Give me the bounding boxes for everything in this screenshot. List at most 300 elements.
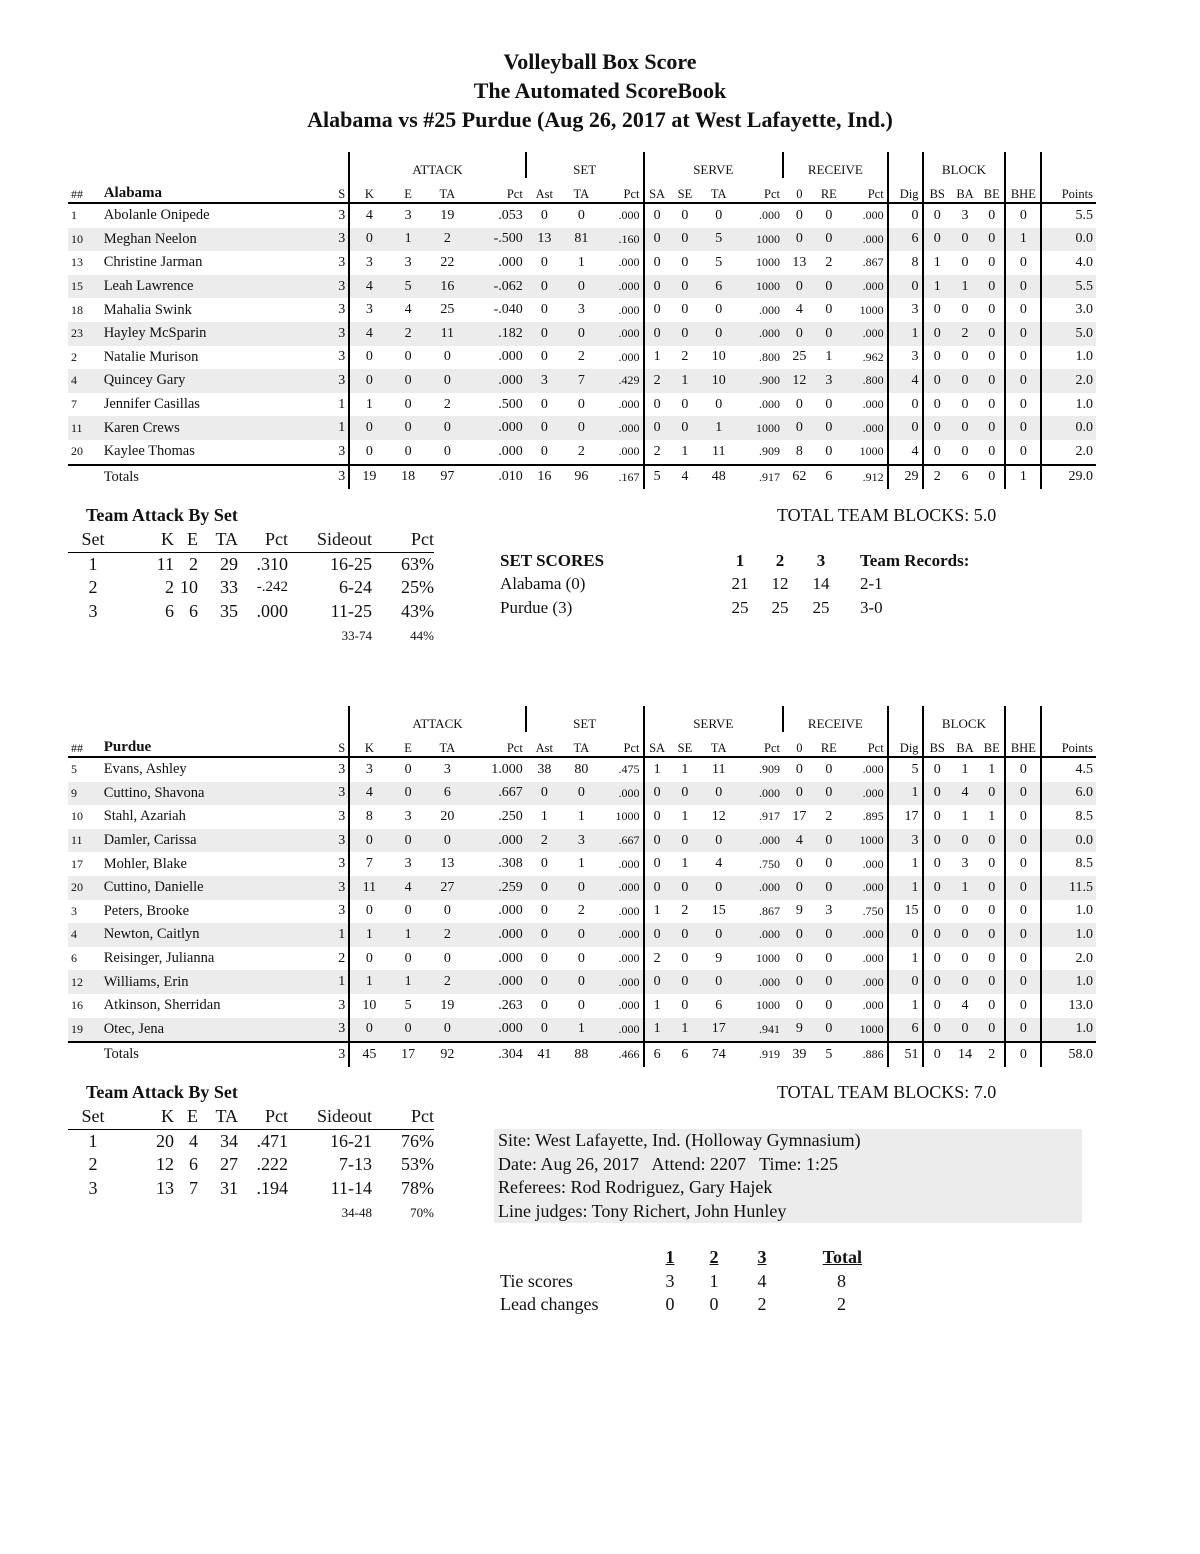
set-attack-row [68, 576, 434, 600]
col-header: Pct [842, 732, 888, 757]
col-header: Pct [600, 178, 644, 203]
stat-cell: 0 [388, 829, 427, 853]
jersey-number: 13 [71, 255, 83, 270]
stat-cell: 4 [951, 782, 979, 806]
stat-cell: 4.0 [1075, 254, 1093, 270]
team-label: Purdue (3) [500, 597, 573, 617]
stat-cell: 0 [365, 443, 373, 459]
dig-group-header [888, 706, 923, 732]
player-name: Totals [101, 1042, 334, 1067]
tie-row [500, 1293, 862, 1317]
stat-cell: .053 [498, 207, 523, 223]
stat-cell: 1.0 [1041, 923, 1096, 947]
stat-cell: 0 [349, 228, 388, 252]
stat-cell: 6 [951, 465, 979, 490]
stat-cell: 19 [440, 207, 455, 223]
stat-cell: 0 [526, 322, 563, 346]
stat-cell: 0 [1005, 900, 1041, 924]
stat-cell: 41 [526, 1042, 563, 1067]
stat-cell: 1 [388, 923, 427, 947]
stat-cell: 0 [700, 829, 737, 853]
stat-cell: 0 [783, 416, 816, 440]
stat-cell: 0 [700, 782, 737, 806]
stat-cell: 2 [681, 903, 689, 919]
stat-cell: .000 [498, 349, 523, 365]
stat-cell: 0 [961, 950, 969, 966]
stat-cell: 0 [923, 1042, 951, 1067]
col-header: K [132, 528, 174, 552]
player-name: Mohler, Blake [103, 855, 187, 872]
stat-cell: 0 [526, 970, 563, 994]
stat-cell: 4 [888, 440, 923, 465]
stat-cell: 13.0 [1068, 997, 1093, 1013]
player-row [68, 251, 1096, 275]
stat-cell: .000 [600, 900, 644, 924]
stat-cell: 0 [644, 876, 670, 900]
player-name: Cuttino, Danielle [101, 876, 334, 900]
stat-cell: 92 [428, 1042, 467, 1067]
col-header: TA [563, 178, 600, 203]
stat-cell: .800 [842, 369, 888, 393]
col-header: Ast [526, 178, 563, 203]
stat-cell: .000 [600, 1018, 644, 1043]
player-name: Reisinger, Julianna [103, 950, 215, 967]
set-attack-cell: .471 [256, 1130, 288, 1151]
col-header: Set [68, 528, 132, 552]
stat-cell: 5 [888, 757, 923, 782]
col-header: SE [670, 178, 701, 203]
stat-cell: .308 [498, 856, 523, 872]
col-header: E [388, 178, 427, 203]
stat-cell: 3 [577, 302, 585, 318]
stat-cell: 1000 [737, 228, 783, 252]
stat-cell: .000 [600, 346, 644, 370]
stat-cell: 0 [923, 228, 951, 252]
player-row [68, 757, 1096, 782]
stat-cell: 0 [526, 275, 563, 299]
col-header: SA [644, 178, 670, 203]
stat-cell: .000 [600, 440, 644, 465]
stat-cell: 1 [681, 443, 689, 459]
stat-cell: 25 [792, 349, 807, 365]
stat-cell: 2 [923, 465, 951, 490]
stat-cell: .304 [467, 1042, 526, 1067]
stat-cell: 1 [388, 228, 427, 252]
stat-cell: 11.5 [1041, 876, 1096, 900]
tie-value: 8 [837, 1270, 846, 1291]
stat-cell: 0 [388, 782, 427, 806]
stat-cell: .000 [600, 393, 644, 417]
stat-cell: 11 [428, 322, 467, 346]
stat-cell: 2.0 [1041, 369, 1096, 393]
stat-cell: 1.0 [1041, 1018, 1096, 1043]
stat-cell: 0 [540, 856, 548, 872]
stat-cell: 3 [365, 254, 373, 270]
stat-cell: 0 [700, 970, 737, 994]
player-row [68, 994, 1096, 1018]
tie-value: 0 [665, 1294, 675, 1315]
stat-cell: 29.0 [1041, 465, 1096, 490]
tie-col-header: 3 [757, 1247, 767, 1268]
stat-cell: 1 [923, 275, 951, 299]
col-header: TA [700, 732, 737, 757]
col-header: Pct [600, 732, 644, 757]
stat-cell: 14 [951, 1042, 979, 1067]
stat-cell: 3 [443, 761, 451, 777]
stat-cell: .000 [842, 876, 888, 900]
stat-cell: .000 [842, 923, 888, 947]
col-header: BE [979, 178, 1005, 203]
stat-cell: .912 [842, 465, 888, 490]
stat-cell: 5 [816, 1042, 842, 1067]
set-attack-cell: 25% [401, 577, 434, 598]
set-number: 3 [816, 550, 826, 570]
stat-cell: .000 [737, 829, 783, 853]
stat-cell: 7 [365, 856, 373, 872]
total-sideout: 33-74 [341, 628, 372, 644]
stat-cell: 1 [825, 349, 833, 365]
stat-cell: 1 [349, 923, 388, 947]
stat-cell: 1 [888, 322, 923, 346]
stat-cell: 0 [951, 829, 979, 853]
stat-cell: 0 [644, 275, 670, 299]
stat-cell: .000 [600, 203, 644, 228]
stat-cell: 0 [825, 396, 833, 412]
col-header: Sideout [288, 528, 372, 552]
stat-cell: 1 [577, 254, 585, 270]
stat-cell: 0 [795, 856, 803, 872]
stat-cell: 3 [334, 298, 349, 322]
stat-cell: 0 [816, 228, 842, 252]
stat-cell: 0 [816, 322, 842, 346]
stat-cell: .917 [759, 809, 781, 824]
stat-cell: 3 [888, 298, 923, 322]
dig-group-header [888, 152, 923, 178]
stat-cell: 2 [577, 903, 585, 919]
tie-row [500, 1270, 862, 1294]
stat-cell: 2 [443, 396, 451, 412]
stat-cell: 2 [653, 950, 661, 966]
blank-cell [132, 1200, 174, 1226]
col-header: RE [816, 178, 842, 203]
stat-cell: .667 [600, 829, 644, 853]
stat-cell: 2 [979, 1042, 1005, 1067]
stat-cell: 1.0 [1041, 970, 1096, 994]
jersey-number: 11 [68, 829, 101, 853]
stat-cell: .000 [759, 302, 781, 317]
set-score-row [500, 596, 972, 620]
stat-cell: 2 [428, 228, 467, 252]
set-score: 25 [812, 597, 830, 617]
stat-cell: 4.5 [1075, 761, 1093, 777]
stat-cell: 0 [349, 829, 388, 853]
col-header: K [132, 1105, 174, 1129]
col-header: TA [700, 178, 737, 203]
stat-cell: 1 [365, 396, 373, 412]
col-header: Pct [737, 178, 783, 203]
stat-cell: 0 [825, 997, 833, 1013]
stat-cell: 0 [961, 302, 969, 318]
stat-cell: 1000 [600, 805, 644, 829]
stat-cell: 0 [404, 903, 412, 919]
stat-cell: 1 [933, 254, 941, 270]
stat-cell: .000 [600, 275, 644, 299]
set-attack-cell: 16-21 [330, 1130, 372, 1151]
stat-cell: 0 [933, 761, 941, 777]
blank-cell [174, 623, 198, 649]
set-attack-cell: 76% [401, 1130, 434, 1151]
stat-cell: 0 [428, 369, 467, 393]
stat-cell: 4 [783, 829, 816, 853]
stat-cell: 0.0 [1041, 829, 1096, 853]
alabama-attack-by-set [68, 528, 434, 649]
stat-cell: 1 [644, 1018, 670, 1043]
stat-cell: 1.0 [1075, 349, 1093, 365]
stat-cell: 0 [961, 349, 969, 365]
stat-cell: 0 [428, 1018, 467, 1043]
stat-cell: 0 [979, 369, 1005, 393]
set-attack-cell: 3 [88, 601, 98, 622]
col-header: Sideout [288, 1105, 372, 1129]
stat-cell: 4 [349, 782, 388, 806]
stat-cell: 3 [334, 805, 349, 829]
stat-cell: 0 [349, 1018, 388, 1043]
blank-cell [198, 623, 238, 649]
set-attack-row [68, 552, 434, 576]
stat-cell: 0 [933, 856, 941, 872]
stat-cell: 0 [979, 346, 1005, 370]
blank-cell [174, 1200, 198, 1226]
stat-cell: 3 [334, 203, 349, 228]
player-row [68, 322, 1096, 346]
total-sideout: 34-48 [341, 1205, 372, 1221]
stat-cell: 0 [783, 970, 816, 994]
stat-cell: 0 [923, 369, 951, 393]
stat-cell: 4 [404, 302, 412, 318]
tie-header [500, 1246, 862, 1270]
stat-cell: .000 [600, 923, 644, 947]
stat-cell: 0 [715, 302, 723, 318]
col-header: Dig [888, 732, 923, 757]
stat-cell: 0 [979, 970, 1005, 994]
set-attack-cell: 31 [220, 1178, 238, 1199]
stat-cell: 0 [644, 829, 670, 853]
stat-cell: 1 [563, 1018, 600, 1043]
stat-cell: 0 [923, 970, 951, 994]
stat-cell: 0 [540, 302, 548, 318]
stat-cell: 19 [349, 465, 388, 490]
stat-cell: .667 [467, 782, 526, 806]
stat-cell: 0 [951, 416, 979, 440]
col-header: BA [951, 732, 979, 757]
stat-cell: 0 [540, 903, 548, 919]
set-attack-cell: 6 [189, 601, 198, 622]
stat-cell: 0 [979, 1018, 1005, 1043]
stat-cell: 0 [979, 900, 1005, 924]
column-header-row [68, 732, 1096, 757]
stat-cell: 0 [388, 416, 427, 440]
stat-cell: 0 [979, 228, 1005, 252]
jersey-number: 20 [71, 444, 83, 459]
stat-cell: 0 [979, 829, 1005, 853]
stat-cell: 0.0 [1041, 228, 1096, 252]
spacer-header [68, 706, 349, 732]
col-header: Pct [238, 528, 288, 552]
set-attack-cell: 6 [189, 1154, 198, 1175]
attack-by-set-footer [68, 623, 434, 649]
points-group-header [1041, 152, 1096, 178]
stat-cell: 4 [388, 876, 427, 900]
stat-cell: 0 [951, 923, 979, 947]
set-attack-cell: 20 [156, 1130, 174, 1151]
set-attack-cell: .310 [256, 553, 288, 574]
set-number: 1 [735, 550, 745, 570]
stat-cell: 0 [670, 829, 701, 853]
stat-cell: .909 [759, 762, 781, 777]
stat-cell: 10 [700, 369, 737, 393]
stat-cell: 3 [334, 251, 349, 275]
team-record: 3-0 [860, 597, 883, 617]
player-name: Mahalia Swink [103, 301, 192, 318]
stat-cell: 2 [951, 322, 979, 346]
stat-cell: 2.0 [1075, 950, 1093, 966]
stat-cell: 0 [540, 443, 548, 459]
set-score-row [500, 573, 972, 597]
stat-cell: 1 [334, 923, 349, 947]
player-row [68, 876, 1096, 900]
stat-cell: 8.5 [1075, 808, 1093, 824]
stat-cell: 0 [443, 349, 451, 365]
stat-cell: 0 [933, 349, 941, 365]
stat-cell: 0 [979, 298, 1005, 322]
stat-cell: .917 [737, 465, 783, 490]
stat-cell: 0 [563, 923, 600, 947]
stat-cell: 2 [428, 970, 467, 994]
col-header: E [388, 732, 427, 757]
col-header: E [174, 528, 198, 552]
stat-cell: .000 [842, 947, 888, 971]
stat-cell: .429 [600, 369, 644, 393]
stat-cell: .000 [600, 876, 644, 900]
stat-cell: .263 [498, 997, 523, 1013]
stat-cell: 10 [711, 349, 726, 365]
stat-cell: 0 [1005, 393, 1041, 417]
col-header: BE [979, 732, 1005, 757]
col-header: Pct [372, 1105, 434, 1129]
set-score: 14 [812, 574, 830, 594]
stat-cell: 10 [362, 997, 377, 1013]
stat-cell: 0 [404, 349, 412, 365]
alabama-attack-by-set-title: Team Attack By Set [86, 505, 238, 525]
stat-cell: 0 [923, 782, 951, 806]
doc-title: Volleyball Box Score [503, 49, 697, 74]
stat-cell: .000 [600, 994, 644, 1018]
stat-cell: 0 [816, 829, 842, 853]
tie-value: 2 [757, 1294, 767, 1315]
stat-cell: 0 [888, 416, 923, 440]
col-header: TA [428, 732, 467, 757]
player-row [68, 275, 1096, 299]
stat-cell: 1 [334, 393, 349, 417]
stat-cell: 0 [1005, 994, 1041, 1018]
purdue-attack-by-set-title: Team Attack By Set [86, 1082, 238, 1102]
stat-cell: .000 [467, 923, 526, 947]
stat-cell: 0 [1005, 852, 1041, 876]
stat-cell: 0 [1005, 970, 1041, 994]
stat-cell: 1 [1005, 465, 1041, 490]
stat-cell: 25 [440, 302, 455, 318]
set-score: 12 [771, 574, 789, 594]
col-header: Pct [467, 178, 526, 203]
set-attack-cell: 3 [88, 1178, 98, 1199]
stat-cell: 20 [440, 808, 455, 824]
stat-cell: .000 [842, 393, 888, 417]
stat-cell: 0 [653, 302, 661, 318]
stat-cell: .000 [467, 416, 526, 440]
stat-cell: 1.0 [1075, 396, 1093, 412]
set-attack-cell: .194 [256, 1178, 288, 1199]
set-attack-cell: 6-24 [339, 577, 372, 598]
stat-cell: 0 [888, 393, 923, 417]
stat-cell: 0 [670, 322, 701, 346]
jersey-number: 10 [71, 809, 83, 824]
stat-cell: 0 [1005, 203, 1041, 228]
jersey-number: 17 [71, 856, 83, 871]
stat-cell: 0 [979, 393, 1005, 417]
stat-cell: 2 [825, 808, 833, 824]
player-name: Otec, Jena [101, 1018, 334, 1043]
set-attack-cell: 1 [88, 1130, 98, 1151]
player-row [68, 228, 1096, 252]
stat-cell: 22 [440, 254, 455, 270]
stat-cell: 0 [1005, 369, 1041, 393]
tie-value: 1 [709, 1270, 719, 1291]
stat-cell: 3 [961, 856, 969, 872]
col-header: BS [923, 178, 951, 203]
column-header-row [68, 178, 1096, 203]
stat-cell: 0 [404, 443, 412, 459]
col-header: BS [923, 732, 951, 757]
stat-cell: 17 [888, 805, 923, 829]
spacer-header [68, 152, 349, 178]
stat-cell: .800 [759, 349, 781, 364]
stat-cell: -.062 [467, 275, 526, 299]
stat-cell: 1 [681, 808, 689, 824]
stat-cell: .000 [737, 322, 783, 346]
stat-cell: .941 [737, 1018, 783, 1043]
stat-cell: 0 [670, 923, 701, 947]
stat-cell: 0 [563, 782, 600, 806]
stat-cell: .000 [600, 970, 644, 994]
set-attack-cell: 11 [156, 553, 174, 574]
stat-cell: 0 [644, 322, 670, 346]
stat-cell: 39 [783, 1042, 816, 1067]
stat-cell: 0 [1005, 829, 1041, 853]
col-header: BHE [1005, 732, 1041, 757]
stat-cell: 0 [961, 903, 969, 919]
stat-cell: 1 [681, 761, 689, 777]
stat-cell: 0 [795, 761, 803, 777]
stat-cell: 0 [979, 203, 1005, 228]
stat-cell: 3 [825, 903, 833, 919]
stat-cell: 0 [653, 207, 661, 223]
stat-cell: 4 [715, 856, 723, 872]
stat-cell: 6 [888, 1018, 923, 1043]
stat-cell: 0 [670, 228, 701, 252]
stat-cell: 80 [574, 761, 589, 777]
stat-cell: 0 [979, 275, 1005, 299]
col-header: Points [1041, 178, 1096, 203]
